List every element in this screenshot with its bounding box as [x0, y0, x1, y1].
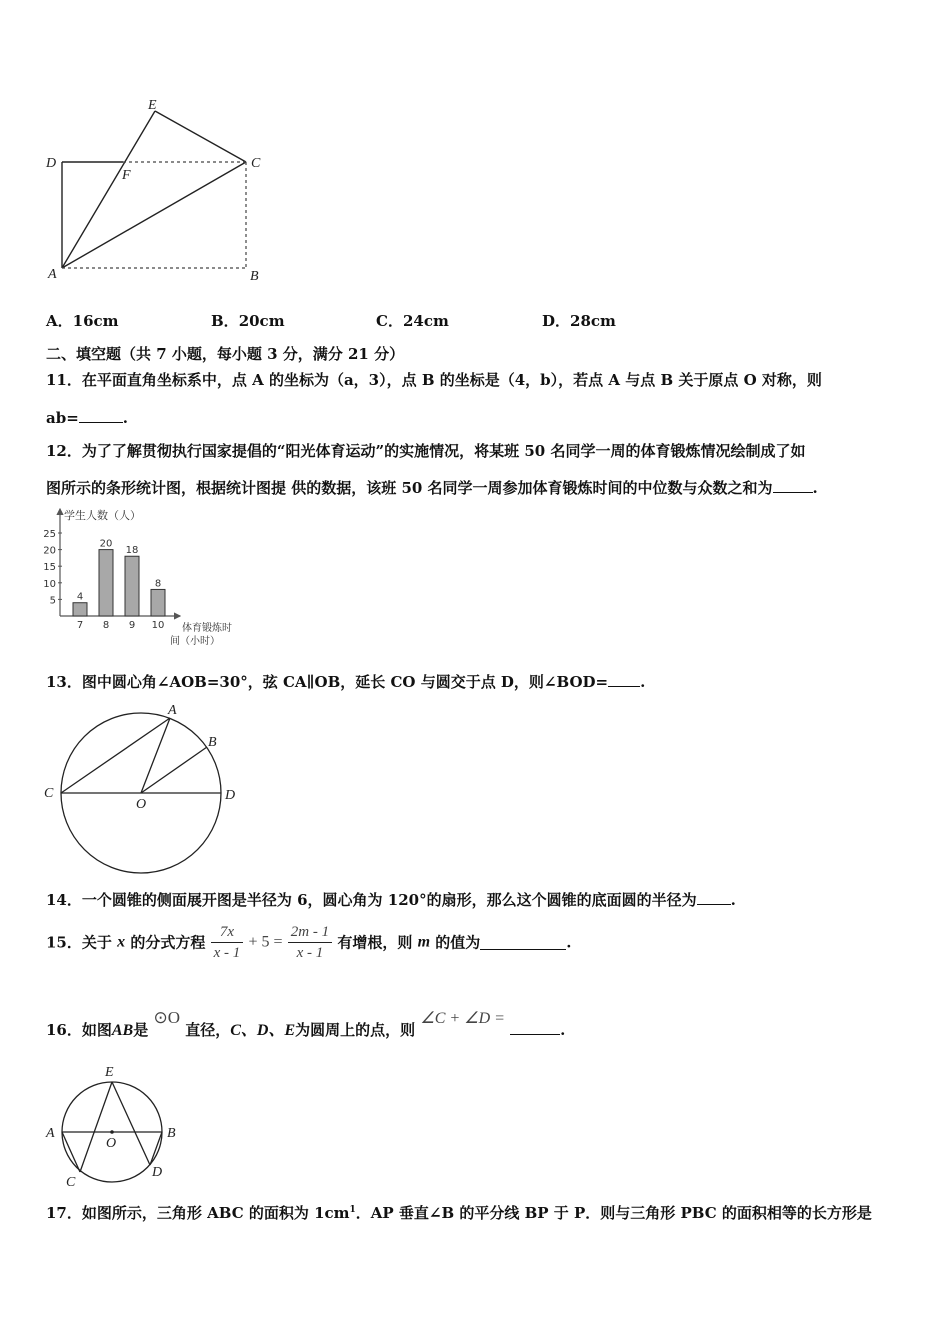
bar-value-label: 4: [76, 591, 84, 603]
label-a: A: [46, 1126, 55, 1141]
x-tick-label: 8: [102, 620, 110, 631]
y-tick-label: 15: [43, 562, 56, 574]
label-o: O: [136, 797, 147, 812]
option-b: B．20cm: [211, 312, 285, 330]
figure-q13-circle: [40, 700, 250, 880]
chord-ca: [61, 718, 170, 793]
label-e: E: [105, 1065, 114, 1080]
label-o: O: [106, 1136, 117, 1151]
segment-ae: [62, 111, 155, 268]
y-tick-label: 25: [43, 529, 56, 540]
bar-value-label: 8: [154, 578, 162, 590]
bar-7: [73, 603, 87, 616]
label-b: B: [167, 1126, 176, 1141]
answer-blank: [480, 935, 566, 950]
segment-ac: [62, 162, 246, 268]
y-axis-label: 学生人数（人）: [64, 509, 141, 522]
label-d: D: [225, 788, 236, 803]
radius-oa: [141, 718, 170, 793]
label-a: A: [168, 703, 177, 718]
option-c: C．24cm: [376, 312, 449, 330]
x-tick-label: 9: [128, 620, 136, 631]
q13-text: 13．图中圆心角∠AOB=30°，弦 CA∥OB，延长 CO 与圆交于点 D，则∠BOD= .: [46, 673, 646, 691]
chord-ec: [80, 1082, 112, 1172]
answer-blank: [697, 890, 731, 905]
bar-value-label: 18: [125, 545, 139, 557]
bar-10: [151, 589, 165, 616]
bar-8: [99, 550, 113, 616]
section-title: 二、填空题（共 7 小题，每小题 3 分，满分 21 分）: [46, 345, 405, 363]
chord-bd: [150, 1132, 162, 1165]
x-axis-label-1: 体育锻炼时: [182, 623, 232, 634]
label-d: D: [46, 156, 57, 171]
q11-line2: ab= .: [46, 409, 129, 427]
option-a: A．16cm: [46, 312, 119, 330]
y-tick-label: 20: [43, 545, 56, 557]
answer-blank: [773, 478, 813, 493]
segment-ec: [155, 111, 246, 162]
figure-q10-rectangle: [40, 95, 280, 290]
answer-blank: [79, 408, 123, 423]
x-tick-label: 7: [76, 620, 84, 631]
label-c: C: [251, 156, 261, 171]
radius-ob: [141, 747, 207, 793]
q14-text: 14．一个圆锥的侧面展开图是半径为 6，圆心角为 120°的扇形，那么这个圆锥的底面圆的半径为 .: [46, 891, 736, 909]
option-d: D．28cm: [542, 312, 616, 330]
bar-value-label: 20: [99, 538, 113, 550]
chord-ac: [62, 1132, 80, 1172]
q11-line1: 11．在平面直角坐标系中，点 A 的坐标为（a，3），点 B 的坐标是（4，b），若点 A 与点 B 关于原点 O 对称，则: [46, 371, 822, 389]
q12-line1: 12．为了了解贯彻执行国家提倡的“阳光体育运动”的实施情况，将某班 50 名同学一周的体育锻炼情况绘制成了如: [46, 442, 806, 460]
answer-blank: [608, 672, 640, 687]
y-tick-label: 5: [49, 595, 56, 607]
figure-q16-circle: [40, 1060, 190, 1190]
label-f: F: [122, 168, 131, 183]
y-tick-label: 10: [43, 578, 56, 590]
q16-text: 16．如图AB是 ⊙O 直径，C、D、E为圆周上的点，则 ∠C + ∠D = .: [46, 1008, 566, 1039]
q15-text: 15．关于 x 的分式方程 $\frac{7x}{x - 1}$ + 5 = $\frac{2m - 1}{x - 1}$ 有增根，则 m 的值为 .: [46, 924, 572, 961]
label-c: C: [44, 786, 54, 801]
fraction-2: $\frac{2m - 1}{x - 1}$: [288, 922, 332, 963]
label-b: B: [208, 735, 217, 750]
bar-chart: [40, 505, 270, 650]
q12-line2: 图所示的条形统计图，根据统计图提 供的数据，该班 50 名同学一周参加体育锻炼时间的中位数与众数之和为 .: [46, 479, 818, 497]
center-dot: [110, 1130, 114, 1134]
x-axis-label-2: 间（小时）: [170, 636, 220, 647]
x-tick-label: 10: [151, 620, 165, 631]
label-a: A: [48, 267, 57, 282]
bar-9: [125, 556, 139, 616]
label-e: E: [148, 98, 157, 113]
fraction-1: $\frac{7x}{x - 1}$: [211, 922, 244, 963]
label-d: D: [152, 1165, 163, 1180]
answer-blank: [510, 1020, 560, 1035]
label-b: B: [250, 269, 259, 284]
label-c: C: [66, 1175, 76, 1190]
q17-text: 17．如图所示，三角形 ABC 的面积为 $1cm^1$．AP 垂直∠B 的平分线 BP 于 P．则与三角形 PBC 的面积相等的长方形是: [46, 1204, 872, 1222]
